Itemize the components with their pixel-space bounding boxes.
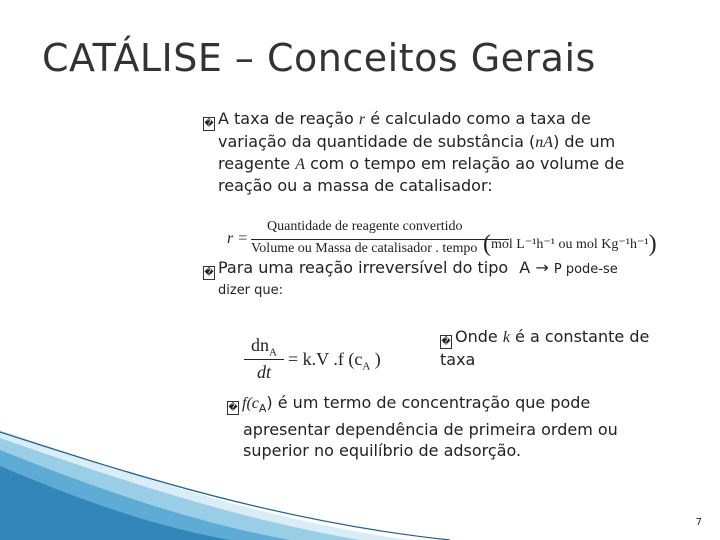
p1-line1b: é calculado como a taxa de <box>365 109 591 128</box>
formula1-numerator: Quantidade de reagente convertido <box>267 219 463 234</box>
p4-line1: é um termo de concentração que pode <box>272 393 591 412</box>
p1-line4: reação ou a massa de catalisador: <box>218 176 493 195</box>
formula2-fraction-line <box>244 359 284 360</box>
formula2-num-text: dn <box>251 335 270 355</box>
reaction-equation <box>519 258 617 277</box>
decorative-wave <box>0 430 720 540</box>
formula2-rhs <box>288 349 381 373</box>
p1-line2b: ) de um <box>553 132 616 151</box>
formula2-rhs-sub: A <box>362 360 371 373</box>
p4-line3: superior no equilíbrio de adsorção. <box>243 441 522 461</box>
p4-f-sub: A <box>258 402 267 416</box>
p4-f-close: ) <box>266 393 273 412</box>
p1-var-nA: nA <box>535 134 554 151</box>
p1-line3a: reagente <box>218 154 296 173</box>
p4-f-text: f(c <box>242 395 259 412</box>
formula1-denominator: Volume ou Massa de catalisador . tempo <box>251 241 478 256</box>
bullet-box-icon: � <box>441 337 451 347</box>
p1-line3b: com o tempo em relação ao volume de <box>305 154 625 173</box>
paragraph-rate-definition <box>203 108 671 196</box>
p1-var-r: r <box>358 111 366 128</box>
formula1-units-text: mol L⁻¹h⁻¹ ou mol Kg⁻¹h⁻¹ <box>491 237 649 252</box>
formula1-lhs: r = <box>227 230 249 247</box>
formula2-rhs-close: ) <box>370 349 381 369</box>
formula1-open-paren: ( <box>483 231 491 257</box>
formula1-fraction-line <box>251 239 509 240</box>
paragraph-irreversible <box>203 258 618 280</box>
formula1-close-paren: ) <box>648 231 657 257</box>
formula2-rhs-text: = k.V .f (c <box>288 349 363 369</box>
formula1-units <box>483 228 657 255</box>
p3-var-k: k <box>502 329 510 346</box>
bullet-box-icon: � <box>204 119 214 129</box>
page-number: 7 <box>695 517 702 528</box>
arrow-icon: → <box>535 258 549 277</box>
formula2-num-sub: A <box>269 346 277 359</box>
slide-title: CATÁLISE – Conceitos Gerais <box>42 36 596 80</box>
reaction-rest: P pode-se <box>553 262 618 277</box>
rate-formula <box>225 218 700 262</box>
bullet-box-icon: � <box>204 268 214 278</box>
p2-text: Para uma reação irreversível do tipo <box>218 258 509 277</box>
bullet-box-icon: � <box>228 403 238 413</box>
reaction-A: A <box>519 258 531 277</box>
differential-formula <box>244 335 394 387</box>
p2-line2: dizer que: <box>218 283 284 298</box>
p3-text-a: Onde <box>455 327 503 346</box>
formula2-numerator <box>244 335 284 357</box>
p1-var-A: A <box>295 156 305 173</box>
paragraph-rate-constant <box>440 326 672 370</box>
p3-line2: taxa <box>440 350 476 369</box>
p1-line1: A taxa de reação <box>218 109 359 128</box>
formula2-fraction <box>244 335 284 383</box>
p4-line2: apresentar dependência de primeira ordem ou <box>243 420 618 440</box>
p1-line2a: variação da quantidade de substância ( <box>218 132 536 151</box>
formula2-denominator: dt <box>256 362 271 382</box>
p3-text-b: é a constante de <box>509 327 650 346</box>
